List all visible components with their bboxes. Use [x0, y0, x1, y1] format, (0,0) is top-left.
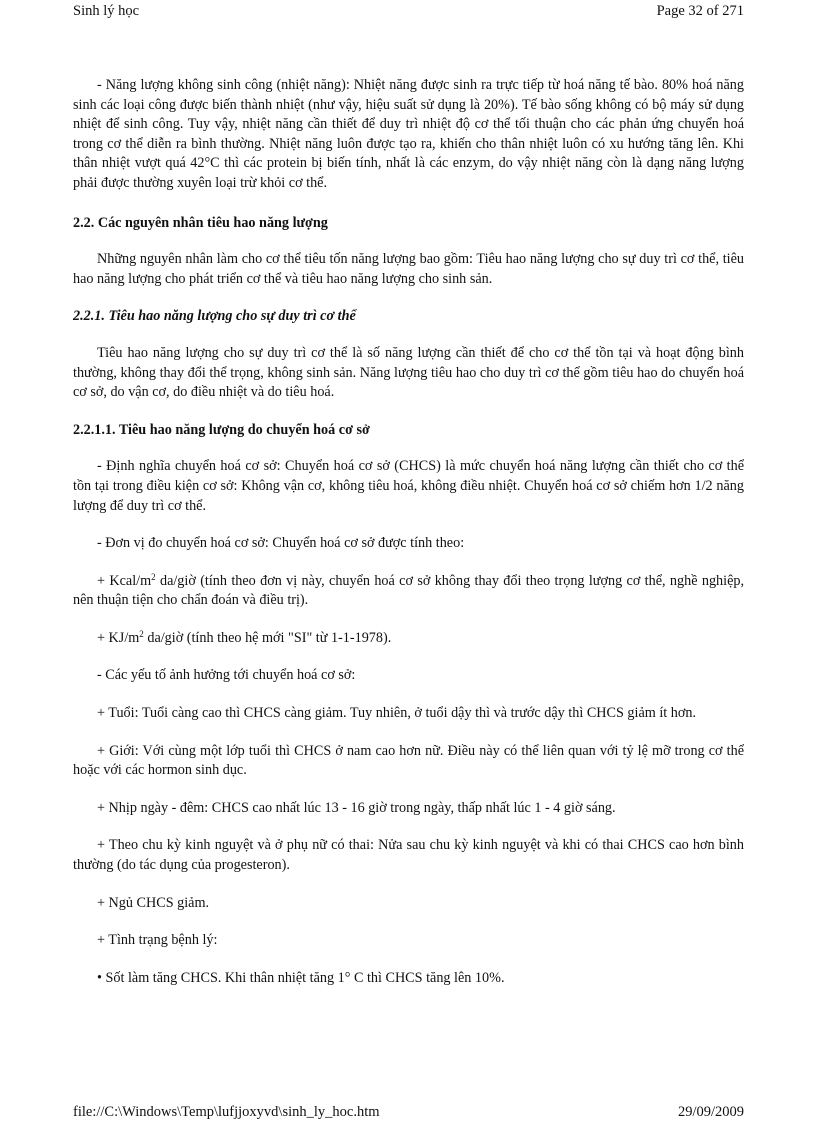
kj-superscript: 2: [139, 628, 144, 639]
kj-unit: + KJ/m: [97, 629, 140, 646]
heading-2-2-1: 2.2.1. Tiêu hao năng lượng cho sự duy trì cơ thể: [73, 308, 356, 325]
page-footer: [73, 1104, 744, 1122]
heading-2-2: 2.2. Các nguyên nhân tiêu hao năng lượng: [73, 214, 328, 231]
paragraph-nhip: + Nhịp ngày - đêm: CHCS cao nhất lúc 13 - 16 giờ trong ngày, thấp nhất lúc 1 - 4 giờ sáng.: [97, 799, 616, 816]
paragraph-kj: [73, 629, 744, 649]
paragraph-kcal: [73, 572, 744, 611]
heading-2-2-1-1: 2.2.1.1. Tiêu hao năng lượng do chuyển hoá cơ sở: [73, 421, 370, 438]
kj-text: da/giờ (tính theo hệ mới "SI" từ 1-1-1978).: [143, 629, 392, 646]
document-body: [73, 76, 744, 988]
page-header: [73, 3, 744, 23]
kcal-superscript: 2: [151, 571, 156, 582]
paragraph-nguyen-nhan: Những nguyên nhân làm cho cơ thể tiêu tốn năng lượng bao gồm: Tiêu hao năng lượng cho sự duy trì cơ thể, tiêu hao năng lượng cho phát triển cơ thể và tiêu hao năng lượng cho sinh sản.: [73, 251, 744, 287]
paragraph-duy-tri: Tiêu hao năng lượng cho sự duy trì cơ thể là số năng lượng cần thiết để cho cơ thể tồn tại và hoạt động bình thường, không thay đổi thể trọng, không sinh sản. Năng lượng tiêu hao cho duy trì cơ thể gồm tiêu hao do chuyển hoá cơ sở, do vận cơ, do điều nhiệt và do tiêu hoá.: [73, 344, 744, 401]
paragraph-nhiet-nang: - Năng lượng không sinh công (nhiệt năng): Nhiệt năng được sinh ra trực tiếp từ hoá năng tế bào. 80% hoá năng sinh các loại công được biến thành nhiệt (như vậy, hiệu suất sử dụng là 20%). Tế bào sống không có bộ máy sử dụng nhiệt để sinh công. Tuy vậy, nhiệt năng cần thiết để duy trì nhiệt độ cơ thể tối thuận cho các phản ứng chuyển hoá trong cơ thể diễn ra bình thường. Nhiệt năng luôn được tạo ra, khiến cho thân nhiệt luôn có xu hướng tăng lên. Khi thân nhiệt vượt quá 42°C thì các protein bị biến tính, nhất là các enzym, do vậy nhiệt năng còn là dạng năng lượng phải được thường xuyên loại trừ khỏi cơ thể.: [73, 77, 744, 191]
paragraph-benh: + Tình trạng bệnh lý:: [97, 932, 218, 949]
paragraph-yeu-to: - Các yếu tố ảnh hưởng tới chuyển hoá cơ sở:: [97, 667, 356, 684]
kcal-text: da/giờ (tính theo đơn vị này, chuyển hoá cơ sở không thay đổi theo trọng lượng cơ thể, nghề nghiệp, nên thuận tiện cho chẩn đoán và điều trị).: [73, 572, 745, 609]
paragraph-dinh-nghia: - Định nghĩa chuyển hoá cơ sở: Chuyển hoá cơ sở (CHCS) là mức chuyển hoá năng lượng cần thiết cho cơ thể tồn tại trong điều kiện cơ sở: Không vận cơ, không tiêu hoá, không điều nhiệt. Chuyển hoá cơ sở chiếm hơn 1/2 năng lượng để duy trì cơ thể.: [73, 458, 744, 514]
paragraph-kinh: + Theo chu kỳ kinh nguyệt và ở phụ nữ có thai: Nửa sau chu kỳ kinh nguyệt và khi có thai CHCS cao hơn bình thường (do tác dụng của progesteron).: [73, 837, 744, 874]
document-title: Sinh lý học: [73, 3, 140, 19]
paragraph-tuoi: + Tuổi: Tuổi càng cao thì CHCS càng giảm. Tuy nhiên, ở tuổi dậy thì và trước dậy thì CHCS giảm ít hơn.: [97, 705, 697, 722]
paragraph-ngu: + Ngủ CHCS giảm.: [97, 894, 210, 911]
kcal-unit: + Kcal/m: [97, 572, 152, 589]
file-path: file://C:\Windows\Temp\lufjjoxyvd\sinh_ly_hoc.htm: [73, 1104, 380, 1120]
page-number: Page 32 of 271: [656, 3, 744, 19]
paragraph-gioi: + Giới: Với cùng một lớp tuổi thì CHCS ở nam cao hơn nữ. Điều này có thể liên quan với tỷ lệ mỡ trong cơ thể hoặc với các hormon sinh dục.: [73, 742, 744, 779]
print-date: 29/09/2009: [677, 1104, 744, 1120]
paragraph-sot: • Sốt làm tăng CHCS. Khi thân nhiệt tăng 1° C thì CHCS tăng lên 10%.: [97, 969, 505, 986]
paragraph-don-vi: - Đơn vị đo chuyển hoá cơ sở: Chuyển hoá cơ sở được tính theo:: [97, 535, 465, 552]
